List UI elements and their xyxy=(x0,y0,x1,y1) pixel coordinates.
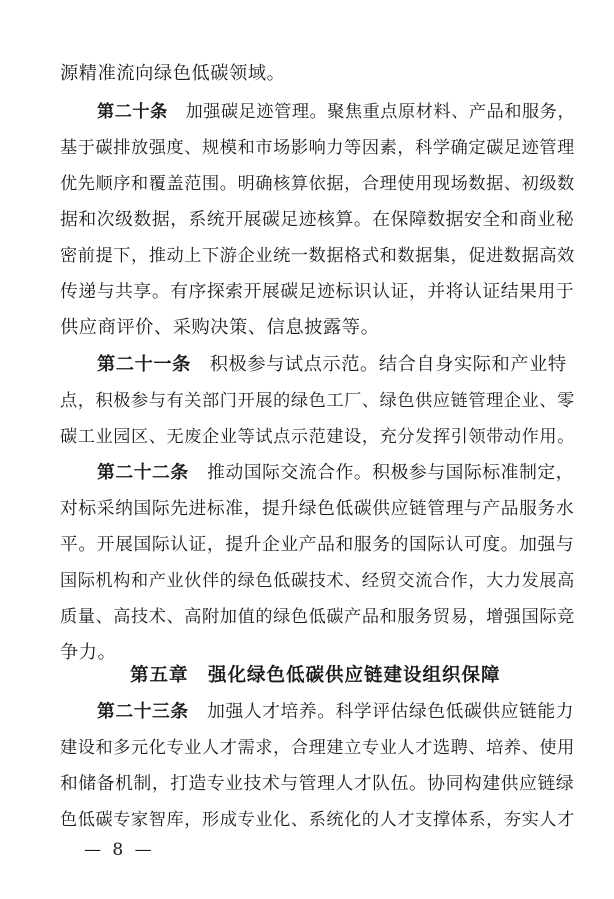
text-line: 平。开展国际认证，提升企业产品和服务的国际认可度。加强与 xyxy=(60,534,575,555)
paragraph-article-23-first-line xyxy=(97,700,574,724)
text-line: 建设和多元化专业人才需求，合理建立专业人才选聘、培养、使用 xyxy=(60,738,575,758)
text-line: 质量、高技术、高附加值的绿色低碳产品和服务贸易，增强国际竞 xyxy=(60,607,575,627)
text-line: 推动国际交流合作。积极参与国际标准制定， xyxy=(207,463,575,483)
paragraph-article-20-first-line xyxy=(97,100,575,124)
text-line: 和储备机制，打造专业技术与管理人才队伍。协同构建供应链绿 xyxy=(60,773,575,794)
text-line: 对标采纳国际先进标准，提升绿色低碳供应链管理与产品服务水 xyxy=(60,498,575,519)
text-line: 基于碳排放强度、规模和市场影响力等因素，科学确定碳足迹管理 xyxy=(60,138,575,158)
article-number: 第二十二条 xyxy=(97,462,189,483)
text-line: 供应商评价、采购决策、信息披露等。 xyxy=(60,317,380,338)
paragraph-article-21-first-line xyxy=(97,353,567,377)
text-line: 争力。 xyxy=(60,642,117,663)
chapter-heading: 第五章 强化绿色低碳供应链建设组织保障 xyxy=(130,665,501,686)
text-line: 加强人才培养。科学评估绿色低碳供应链能力 xyxy=(207,702,575,722)
text-line: 加强碳足迹管理。聚焦重点原材料、产品和服务， xyxy=(185,102,576,122)
article-number: 第二十一条 xyxy=(97,354,191,375)
text-line: 点，积极参与有关部门开展的绿色工厂、绿色供应链管理企业、零 xyxy=(60,391,575,411)
text-line: 密前提下，推动上下游企业统一数据格式和数据集，促进数据高效 xyxy=(60,246,575,266)
page-number: — 8 — xyxy=(84,840,155,860)
text-line: 色低碳专家智库，形成专业化、系统化的人才支撑体系，夯实人才 xyxy=(60,810,575,830)
text-line: 碳工业园区、无废企业等试点示范建设，充分发挥引领带动作用。 xyxy=(60,427,575,447)
article-number: 第二十三条 xyxy=(97,701,189,722)
text-line: 源精准流向绿色低碳领域。 xyxy=(60,63,286,84)
paragraph-article-22-first-line xyxy=(97,461,574,485)
text-line: 积极参与试点示范。结合自身实际和产业特 xyxy=(209,354,567,375)
text-line: 据和次级数据，系统开展碳足迹核算。在保障数据安全和商业秘 xyxy=(60,209,575,230)
text-line: 国际机构和产业伙伴的绿色低碳技术、经贸交流合作，大力发展高 xyxy=(60,571,575,591)
article-number: 第二十条 xyxy=(97,102,168,122)
text-line: 传递与共享。有序探索开展碳足迹标识认证，并将认证结果用于 xyxy=(60,281,575,302)
text-line: 优先顺序和覆盖范围。明确核算依据，合理使用现场数据、初级数 xyxy=(60,174,575,194)
